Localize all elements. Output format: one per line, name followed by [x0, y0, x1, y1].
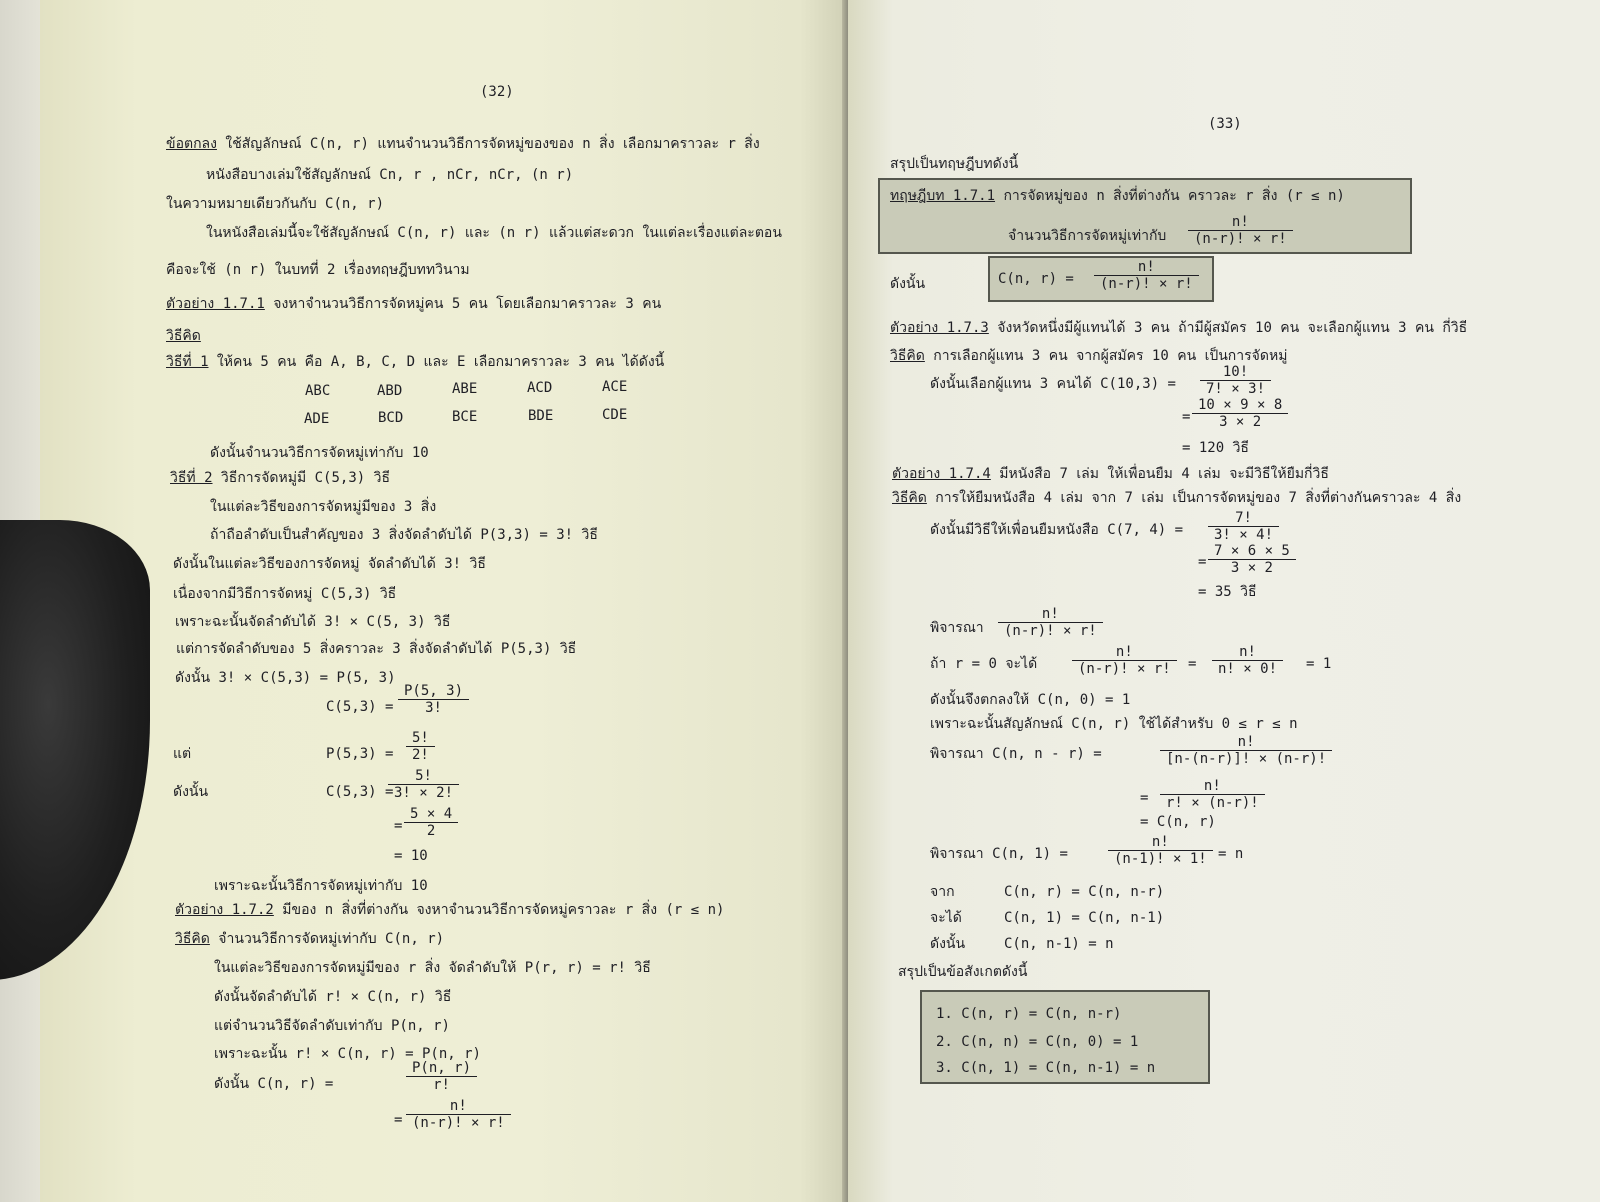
fraction: $\frac{n!}{(n-r)! \times r!}$ — [406, 1098, 511, 1131]
text-line: ดังนั้น — [890, 276, 926, 292]
fraction: $\frac{P(5, 3)}{3!}$ — [398, 683, 469, 716]
fraction: $\frac{P(n, r)}{r!}$ — [406, 1060, 477, 1093]
text-line: สรุปเป็นข้อสังเกตดังนี้ — [898, 964, 1028, 980]
combo: ABC — [305, 383, 331, 399]
text-line: วิธีคิด การให้ยืมหนังสือ 4 เล่ม จาก 7 เล่ม เป็นการจัดหมู่ของ 7 สิ่งที่ต่างกันคราวละ 4 สิ่ง — [892, 490, 1462, 506]
combo: ADE — [304, 411, 330, 427]
fraction: $\frac{n!}{[n-(n-r)]! \times (n-r)!}$ — [1160, 734, 1332, 767]
equation: เพราะฉะนั้น r! × C(n, r) = P(n, r) — [214, 1046, 481, 1062]
text-line: เพราะฉะนั้นสัญลักษณ์ C(n, r) ใช้ได้สำหรับ 0 ≤ r ≤ n — [930, 716, 1298, 732]
example-heading: ตัวอย่าง 1.7.1 จงหาจำนวนวิธีการจัดหมู่คน 5 คน โดยเลือกมาคราวละ 3 คน — [166, 296, 662, 312]
equation: ดังนั้น C(n, r) = — [214, 1076, 334, 1092]
text-line: คือจะใช้ (n r) ในบทที่ 2 เรื่องทฤษฎีบททวินาม — [166, 262, 470, 278]
equation: C(n, r) = — [998, 271, 1074, 287]
combo: ACD — [527, 380, 553, 396]
text-line: ในแต่ละวิธีของการจัดหมู่มีของ r สิ่ง จัดลำดับให้ P(r, r) = r! วิธี — [214, 960, 651, 976]
text-line: จาก — [930, 884, 955, 900]
equation: = — [394, 818, 403, 834]
page-number: (32) — [480, 84, 514, 100]
text-line: เพราะฉะนั้นวิธีการจัดหมู่เท่ากับ 10 — [214, 878, 428, 894]
fraction: $\frac{n!}{r! \times (n-r)!}$ — [1160, 778, 1265, 811]
equation: = C(n, r) — [1140, 814, 1216, 830]
text-line: วิธีที่ 1 ให้คน 5 คน คือ A, B, C, D และ E เลือกมาคราวละ 3 คน ได้ดังนี้ — [166, 354, 665, 370]
equation: = — [1140, 790, 1149, 806]
equation: = 120 วิธี — [1182, 440, 1249, 456]
summary-item: 1. C(n, r) = C(n, n-r) — [936, 1006, 1122, 1022]
equation: = 1 — [1306, 656, 1332, 672]
text-line: วิธีคิด จำนวนวิธีการจัดหมู่เท่ากับ C(n, r) — [175, 931, 445, 947]
summary-item: 2. C(n, n) = C(n, 0) = 1 — [936, 1034, 1139, 1050]
equation: = — [394, 1112, 403, 1128]
equation: C(5,3) = — [326, 699, 394, 715]
fraction: $\frac{n!}{(n-1)! \times 1!}$ — [1108, 834, 1213, 867]
text-line: เพราะฉะนั้นจัดลำดับได้ 3! × C(5, 3) วิธี — [175, 614, 451, 630]
equation: C(5,3) = — [326, 784, 394, 800]
theorem-line: จำนวนวิธีการจัดหมู่เท่ากับ — [1008, 228, 1167, 244]
equation: พิจารณา C(n, 1) = — [930, 846, 1068, 862]
text-line: ในความหมายเดียวกันกับ C(n, r) — [166, 196, 385, 212]
equation: ดังนั้นมีวิธีให้เพื่อนยืมหนังสือ C(7, 4) = — [930, 522, 1184, 538]
equation: = — [1182, 409, 1191, 425]
text-line: ดังนั้นจึงตกลงให้ C(n, 0) = 1 — [930, 692, 1131, 708]
text-line: จะได้ — [930, 910, 962, 926]
fraction: $\frac{5 \times 4}{2}$ — [404, 806, 458, 839]
text-line: แต่การจัดลำดับของ 5 สิ่งคราวละ 3 สิ่งจัดลำดับได้ P(5,3) วิธี — [176, 641, 577, 657]
text-line: แต่ — [173, 746, 192, 762]
equation: = — [1188, 656, 1197, 672]
equation: C(n, r) = C(n, n-r) — [1004, 884, 1165, 900]
fraction: $\frac{5!}{3! \times 2!}$ — [388, 768, 459, 801]
equation: = 35 วิธี — [1198, 584, 1257, 600]
fraction: $\frac{7!}{3! \times 4!}$ — [1208, 510, 1279, 543]
text-line: พิจารณา — [930, 620, 984, 636]
text-line: ถ้า r = 0 จะได้ — [930, 656, 1038, 672]
text-line: สรุปเป็นทฤษฎีบทดังนี้ — [890, 156, 1019, 172]
fraction: $\frac{5!}{2!}$ — [406, 730, 435, 763]
fraction: $\frac{10!}{7! \times 3!}$ — [1200, 364, 1271, 397]
fraction: $\frac{10 \times 9 \times 8}{3 \times 2}$ — [1192, 397, 1288, 430]
fraction: $\frac{7 \times 6 \times 5}{3 \times 2}$ — [1208, 543, 1296, 576]
equation: ดังนั้น 3! × C(5,3) = P(5, 3) — [175, 670, 396, 686]
example-heading: ตัวอย่าง 1.7.3 จังหวัดหนึ่งมีผู้แทนได้ 3 คน ถ้ามีผู้สมัคร 10 คน จะเลือกผู้แทน 3 คน กี่วิธี — [890, 320, 1468, 336]
text-line: ดังนั้น — [173, 784, 209, 800]
equation: P(5,3) = — [326, 746, 394, 762]
text-line: ข้อตกลง ใช้สัญลักษณ์ C(n, r) แทนจำนวนวิธีการจัดหมู่ของของ n สิ่ง เลือกมาคราวละ r สิ่ง — [166, 136, 760, 152]
fraction: $\frac{n!}{(n-r)! \times r!}$ — [998, 606, 1103, 639]
text-line: แต่จำนวนวิธีจัดลำดับเท่ากับ P(n, r) — [214, 1018, 450, 1034]
text-line: ถ้าถือลำดับเป็นสำคัญของ 3 สิ่งจัดลำดับได้ P(3,3) = 3! วิธี — [210, 527, 598, 543]
text-line: หนังสือบางเล่มใช้สัญลักษณ์ Cn, r , nCr, nCr, (n r) — [206, 167, 574, 183]
combo: ABD — [377, 383, 403, 399]
summary-item: 3. C(n, 1) = C(n, n-1) = n — [936, 1060, 1156, 1076]
text-line: เนื่องจากมีวิธีการจัดหมู่ C(5,3) วิธี — [173, 586, 397, 602]
fraction: $\frac{n!}{(n-r)! \times r!}$ — [1094, 259, 1199, 292]
text-line: ดังนั้นในแต่ละวิธีของการจัดหมู่ จัดลำดับได้ 3! วิธี — [173, 556, 486, 572]
text-line: ในแต่ละวิธีของการจัดหมู่มีของ 3 สิ่ง — [210, 499, 437, 515]
equation: ดังนั้นเลือกผู้แทน 3 คนได้ C(10,3) = — [930, 376, 1176, 392]
equation: พิจารณา C(n, n - r) = — [930, 746, 1102, 762]
text-line: ในหนังสือเล่มนี้จะใช้สัญลักษณ์ C(n, r) และ (n r) แล้วแต่สะดวก ในแต่ละเรื่องแต่ละตอน — [206, 225, 782, 241]
combo: ACE — [602, 379, 628, 395]
fraction: $\frac{n!}{n! \times 0!}$ — [1212, 644, 1283, 677]
combo: BDE — [528, 408, 554, 424]
page-number: (33) — [1208, 116, 1242, 132]
combo: BCE — [452, 409, 478, 425]
equation: C(n, n-1) = n — [1004, 936, 1114, 952]
text-line: วิธีที่ 2 วิธีการจัดหมู่มี C(5,3) วิธี — [170, 470, 391, 486]
text-line: ดังนั้นจำนวนวิธีการจัดหมู่เท่ากับ 10 — [210, 445, 429, 461]
text-line: วิธีคิด การเลือกผู้แทน 3 คน จากผู้สมัคร 10 คน เป็นการจัดหมู่ — [890, 348, 1288, 364]
equation: C(n, 1) = C(n, n-1) — [1004, 910, 1165, 926]
left-page — [40, 0, 848, 1202]
method-heading: วิธีคิด — [166, 328, 201, 344]
combo: BCD — [378, 410, 404, 426]
example-heading: ตัวอย่าง 1.7.4 มีหนังสือ 7 เล่ม ให้เพื่อนยืม 4 เล่ม จะมีวิธีให้ยืมกี่วิธี — [892, 466, 1329, 482]
combo: CDE — [602, 407, 628, 423]
right-page — [848, 0, 1600, 1202]
fraction: $\frac{n!}{(n-r)! \times r!}$ — [1072, 644, 1177, 677]
equation: = 10 — [394, 848, 428, 864]
text-line: ดังนั้น — [930, 936, 966, 952]
text-line: ดังนั้นจัดลำดับได้ r! × C(n, r) วิธี — [214, 989, 452, 1005]
fraction: $\frac{n!}{(n-r)! \times r!}$ — [1188, 214, 1293, 247]
theorem-line: ทฤษฎีบท 1.7.1 การจัดหมู่ของ n สิ่งที่ต่างกัน คราวละ r สิ่ง (r ≤ n) — [890, 188, 1345, 204]
combo: ABE — [452, 381, 478, 397]
example-heading: ตัวอย่าง 1.7.2 มีของ n สิ่งที่ต่างกัน จงหาจำนวนวิธีการจัดหมู่คราวละ r สิ่ง (r ≤ n) — [175, 902, 725, 918]
equation: = — [1198, 554, 1207, 570]
equation: = n — [1218, 846, 1244, 862]
